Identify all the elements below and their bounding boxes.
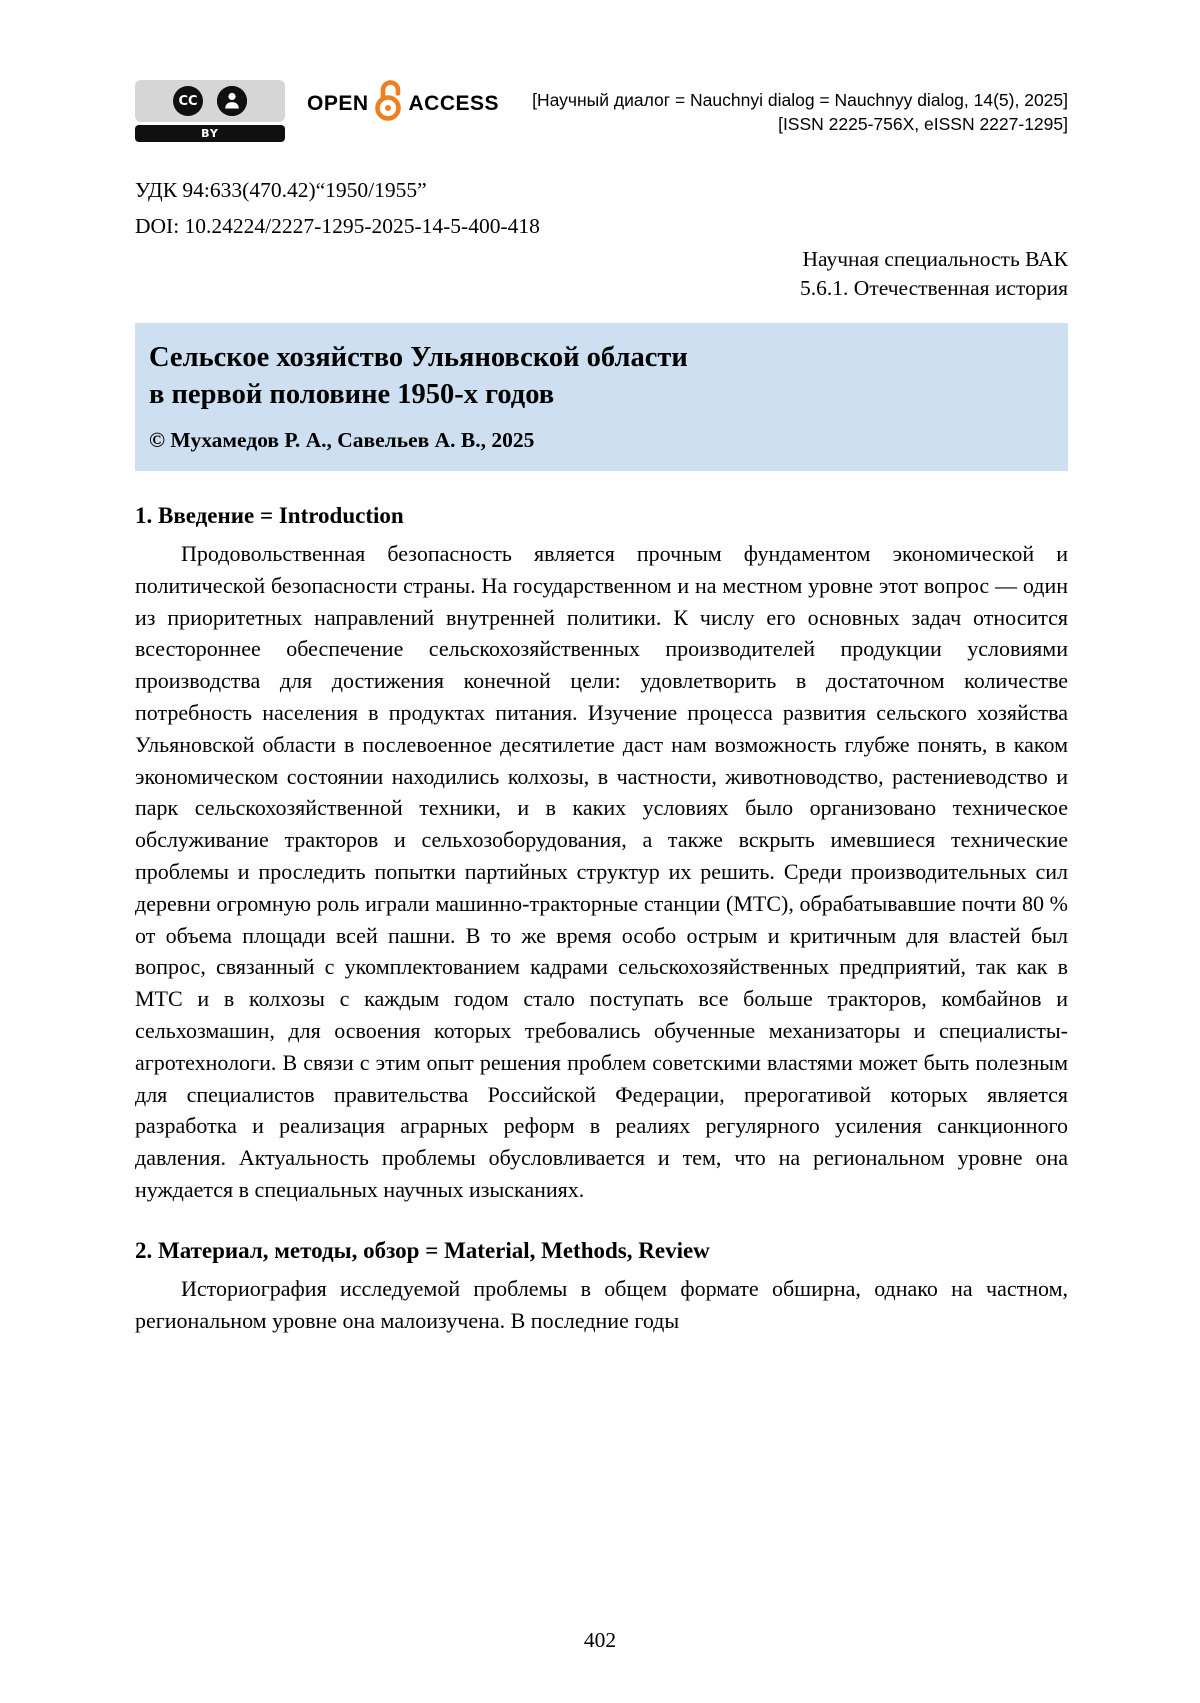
license-badges <box>135 80 499 142</box>
page-header <box>135 80 1068 142</box>
section-heading-methods: 2. Материал, методы, обзор = Material, Methods, Review <box>135 1237 710 1263</box>
cc-by-label: BY <box>135 125 285 142</box>
vak-specialty <box>135 245 1068 303</box>
article-title <box>149 339 1050 413</box>
cc-by-license-badge <box>135 80 285 142</box>
attribution-person-icon <box>217 86 247 116</box>
vak-specialty-line2: 5.6.1. Отечественная история <box>800 276 1068 300</box>
udk-line: УДК 94:633(470.42)“1950/1955” <box>135 178 427 202</box>
issn-line: [ISSN 2225-756X, eISSN 2227-1295] <box>778 114 1068 134</box>
authors-copyright: © Мухамедов Р. А., Савельев А. В., 2025 <box>149 428 535 452</box>
open-access-open-label: OPEN <box>307 92 369 115</box>
article-title-line2: в первой половине 1950-х годов <box>149 379 555 410</box>
page-number: 402 <box>583 1628 617 1652</box>
open-access-access-label: ACCESS <box>408 92 500 115</box>
journal-citation-line: [Научный диалог = Nauchnyi dialog = Nauchnyy dialog, 14(5), 2025] <box>532 90 1068 110</box>
doi-line: DOI: 10.24224/2227-1295-2025-14-5-400-418 <box>135 214 540 238</box>
paragraph: Историография исследуемой проблемы в общем формате обширна, однако на частном, региональном уровне она малоизучена. В последние годы <box>135 1275 1068 1333</box>
paragraph: Продовольственная безопасность является прочным фундаментом экономической и политической безопасности страны. На государственном и на местном уровне этот вопрос — один из приоритетных направлений внутренней политики. К числу его основных задач относится всестороннее обеспечение сельскохозяйственных производителей продукции условиями производства для достижения конечной цели: удовлетворить в достаточном количестве потребность населения в продуктах питания. Изучение процесса развития сельского хозяйства Ульяновской области в послевоенное десятилетие даст нам возможность глубже понять, в каком экономическом состоянии находились колхозы, в частности, животноводство, растениеводство и парк сельскохозяйственной техники, и в каких условиях было организовано техническое обслуживание тракторов и сельхозоборудования, а также вскрыть имевшиеся технические проблемы и проследить попытки партийных структур их решить. Среди производительных сил деревни огромную роль играли машинно-тракторные станции (МТС), обрабатывавшие почти 80 % от объема площади всей пашни. В то же время особо острым и критичным для властей был вопрос, связанный с укомплектованием кадрами сельскохозяйственных предприятий, так как в МТС и в колхозы с каждым годом стало поступать все больше тракторов, комбайнов и сельхозмашин, для освоения которых требовались обученные механизаторы и специалисты-агротехнологи. В связи с этим опыт решения проблем советскими властями может быть полезным для специалистов правительства Российской Федерации, прерогативой которых является разработка и реализация аграрных реформ в реалиях регулярного усиления санкционного давления. Актуальность проблемы обусловливается и тем, что на региональном уровне она нуждается в специальных научных изысканиях. <box>135 541 1068 1202</box>
article-title-line1: Сельское хозяйство Ульяновской области <box>149 342 688 373</box>
cc-badge-icons <box>135 80 285 122</box>
journal-citation <box>532 80 1068 136</box>
section-heading-introduction: 1. Введение = Introduction <box>135 503 404 528</box>
vak-specialty-line1: Научная специальность ВАК <box>802 247 1068 271</box>
open-access-logo <box>307 86 499 122</box>
title-block <box>135 323 1068 471</box>
creative-commons-icon: CC <box>173 86 203 116</box>
open-lock-icon <box>374 80 404 122</box>
